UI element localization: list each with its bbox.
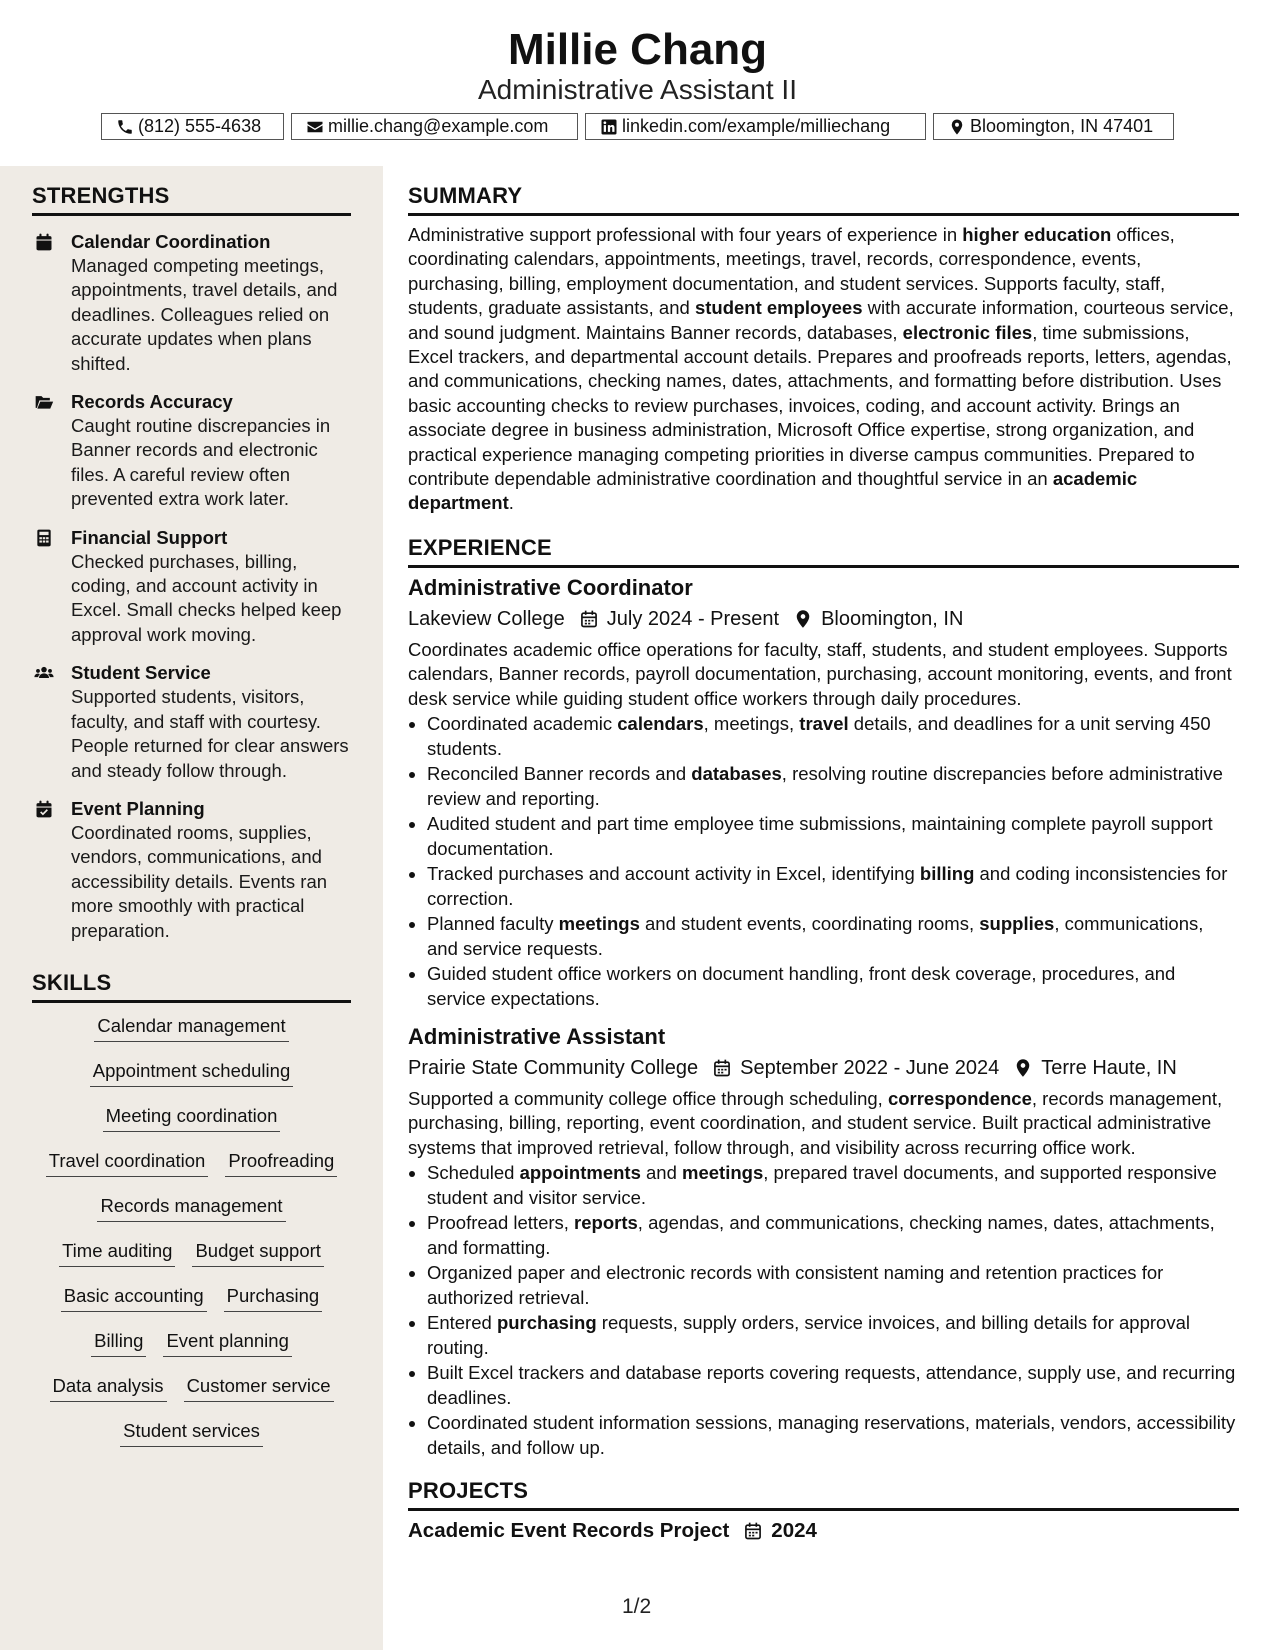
list-item: • Coordinated student information sessions, managing reservations, materials, vendors, accessibility details, and follow up.: [427, 1411, 1239, 1460]
skill-row: [32, 1014, 351, 1059]
map-pin-icon: [1013, 1058, 1033, 1078]
list-item: • Entered purchasing requests, supply orders, service invoices, and billing details for approval routing.: [427, 1311, 1239, 1360]
summary-text: Administrative support professional with four years of experience in higher education offices, coordinating calendars, appointments, meetings, travel, records, correspondence, events, purchasing, billing, employment documentation, and student services. Supports faculty, staff, students, graduate assistants, and student employees with accurate information, courteous service, and sound judgment. Maintains Banner records, databases, electronic files, time submissions, Excel trackers, and departmental account details. Prepares and proofreads reports, letters, agendas, and communications, checking names, dates, attachments, and formatting before distribution. Uses basic accounting checks to review purchases, invoices, coding, and account activity. Brings an associate degree in business administration, Microsoft Office expertise, strong organization, and practical experience managing competing priorities in diverse campus communities. Prepared to contribute dependable administrative coordination and thoughtful service in an academic department.: [408, 224, 1234, 514]
job-dates: September 2022 - June 2024: [740, 1056, 1000, 1079]
job-description: Coordinates academic office operations for faculty, staff, students, and student employees. Supports calendars, Banner records, payroll documentation, purchasing, account monitoring, events, and front desk service while guiding student office workers through daily procedures.: [408, 638, 1232, 709]
skill-row: [32, 1374, 351, 1419]
calendar-icon: [34, 232, 54, 252]
project-title: Academic Event Records Project: [408, 1518, 730, 1542]
summary-heading: SUMMARY: [408, 182, 1239, 216]
strength-title: Records Accuracy: [71, 391, 233, 413]
sidebar: [0, 166, 383, 1650]
list-item: • Scheduled appointments and meetings, prepared travel documents, and supported responsive student and visitor service.: [427, 1161, 1239, 1210]
contact-location: [933, 113, 1174, 140]
skill-row: [32, 1329, 351, 1374]
skill-tag: Proofreading: [225, 1149, 337, 1177]
experience-heading: EXPERIENCE: [408, 534, 1239, 568]
skill-row: [32, 1284, 351, 1329]
skill-tag: Records management: [97, 1194, 285, 1222]
skills-list: [32, 1014, 351, 1464]
list-item: • Proofread letters, reports, agendas, and communications, checking names, dates, attachments, and formatting.: [427, 1211, 1239, 1260]
strength-desc: Checked purchases, billing, coding, and account activity in Excel. Small checks helped keep approval work moving.: [71, 550, 342, 645]
list-item: • Tracked purchases and account activity in Excel, identifying billing and coding inconsistencies for correction.: [427, 862, 1239, 911]
skill-row: [32, 1149, 351, 1194]
calendar-icon: [579, 609, 599, 629]
job-entry: [408, 574, 1239, 1011]
strength-item: [32, 660, 351, 783]
users-icon: [34, 663, 54, 683]
skill-tag: Appointment scheduling: [90, 1059, 293, 1087]
calendar-icon: [712, 1058, 732, 1078]
envelope-icon: [306, 118, 324, 136]
job-bullets: [408, 712, 1239, 1011]
list-item: • Coordinated academic calendars, meetings, travel details, and deadlines for a unit serving 450 students.: [427, 712, 1239, 761]
job-position: Administrative Assistant: [408, 1023, 666, 1049]
map-pin-icon: [793, 609, 813, 629]
contact-bar: [0, 113, 1275, 140]
folder-open-icon: [34, 392, 54, 412]
main-content: [408, 182, 1239, 1545]
contact-phone[interactable]: [101, 113, 284, 140]
list-item: • Organized paper and electronic records with consistent naming and retention practices for authorized retrieval.: [427, 1261, 1239, 1310]
job-location: Bloomington, IN: [821, 607, 964, 630]
skill-tag: Event planning: [163, 1329, 291, 1357]
skill-tag: Billing: [91, 1329, 146, 1357]
job-organization: Lakeview College: [408, 607, 565, 630]
skills-heading: SKILLS: [32, 969, 351, 1003]
strength-item: [32, 389, 351, 512]
skill-tag: Purchasing: [224, 1284, 323, 1312]
phone-icon: [116, 118, 134, 136]
skill-tag: Data analysis: [50, 1374, 167, 1402]
skill-row: [32, 1194, 351, 1239]
location-text: Bloomington, IN 47401: [970, 116, 1154, 136]
strength-desc: Caught routine discrepancies in Banner records and electronic files. A careful review often prevented extra work later.: [71, 415, 331, 510]
job-organization: Prairie State Community College: [408, 1056, 699, 1079]
page-number: 1/2: [622, 1595, 652, 1618]
projects-heading: PROJECTS: [408, 1477, 1239, 1511]
contact-email[interactable]: [291, 113, 578, 140]
map-pin-icon: [948, 118, 966, 136]
skill-tag: Student services: [120, 1419, 263, 1447]
calculator-icon: [34, 528, 54, 548]
skill-tag: Travel coordination: [46, 1149, 209, 1177]
list-item: • Guided student office workers on document handling, front desk coverage, procedures, and service expectations.: [427, 962, 1239, 1011]
email-text: millie.chang@example.com: [328, 116, 549, 136]
skill-tag: Customer service: [184, 1374, 334, 1402]
skill-tag: Basic accounting: [61, 1284, 207, 1312]
job-meta: [408, 605, 1239, 633]
job-position: Administrative Coordinator: [408, 574, 693, 600]
list-item: • Planned faculty meetings and student events, coordinating rooms, supplies, communications, and service requests.: [427, 912, 1239, 961]
linkedin-text: linkedin.com/example/milliechang: [622, 116, 891, 136]
strength-desc: Supported students, visitors, faculty, and staff with courtesy. People returned for clear answers and steady follow through.: [71, 686, 349, 781]
strengths-heading: STRENGTHS: [32, 182, 351, 216]
skill-tag: Time auditing: [59, 1239, 175, 1267]
strength-title: Calendar Coordination: [71, 231, 271, 252]
strength-item: [32, 796, 351, 943]
job-description: Supported a community college office through scheduling, correspondence, records management, purchasing, billing, reporting, event coordination, and student service. Built practical administrative systems that improved retrieval, follow through, and visibility across recurring office work.: [408, 1087, 1223, 1158]
skill-row: [32, 1059, 351, 1104]
strength-item: [32, 525, 351, 648]
job-bullets: [408, 1161, 1239, 1460]
strength-title: Event Planning: [71, 797, 205, 819]
skill-tag: Calendar management: [94, 1014, 288, 1042]
strength-title: Financial Support: [71, 526, 228, 548]
skill-row: [32, 1104, 351, 1149]
job-dates: July 2024 - Present: [606, 607, 780, 630]
job-entry: [408, 1023, 1239, 1460]
skill-tag: Meeting coordination: [103, 1104, 281, 1132]
calendar-icon: [743, 1521, 763, 1541]
list-item: • Audited student and part time employee time submissions, maintaining complete payroll support documentation.: [427, 812, 1239, 861]
contact-linkedin[interactable]: [585, 113, 926, 140]
list-item: • Reconciled Banner records and databases, resolving routine discrepancies before administrative review and reporting.: [427, 762, 1239, 811]
strength-title: Student Service: [71, 662, 211, 684]
list-item: • Built Excel trackers and database reports covering requests, attendance, supply use, and recurring deadlines.: [427, 1361, 1239, 1410]
strength-desc: Managed competing meetings, appointments, travel details, and deadlines. Colleagues relied on accurate updates when plans shifted.: [71, 255, 338, 374]
project-entry: [408, 1517, 1239, 1545]
strength-item: [32, 229, 351, 376]
resume-header: [0, 0, 1275, 166]
job-meta: [408, 1054, 1239, 1082]
project-year: 2024: [771, 1518, 817, 1542]
linkedin-icon: [600, 118, 618, 136]
job-location: Terre Haute, IN: [1041, 1056, 1177, 1079]
strength-desc: Coordinated rooms, supplies, vendors, communications, and accessibility details. Events ran more smoothly with practical preparation.: [71, 821, 328, 941]
phone-text: (812) 555-4638: [138, 116, 262, 136]
skill-tag: Budget support: [192, 1239, 323, 1267]
candidate-name: Millie Chang: [507, 25, 768, 74]
job-title-heading: Administrative Assistant II: [477, 74, 797, 105]
skill-row: [32, 1419, 351, 1464]
skill-row: [32, 1239, 351, 1284]
calendar-check-icon: [34, 799, 54, 819]
